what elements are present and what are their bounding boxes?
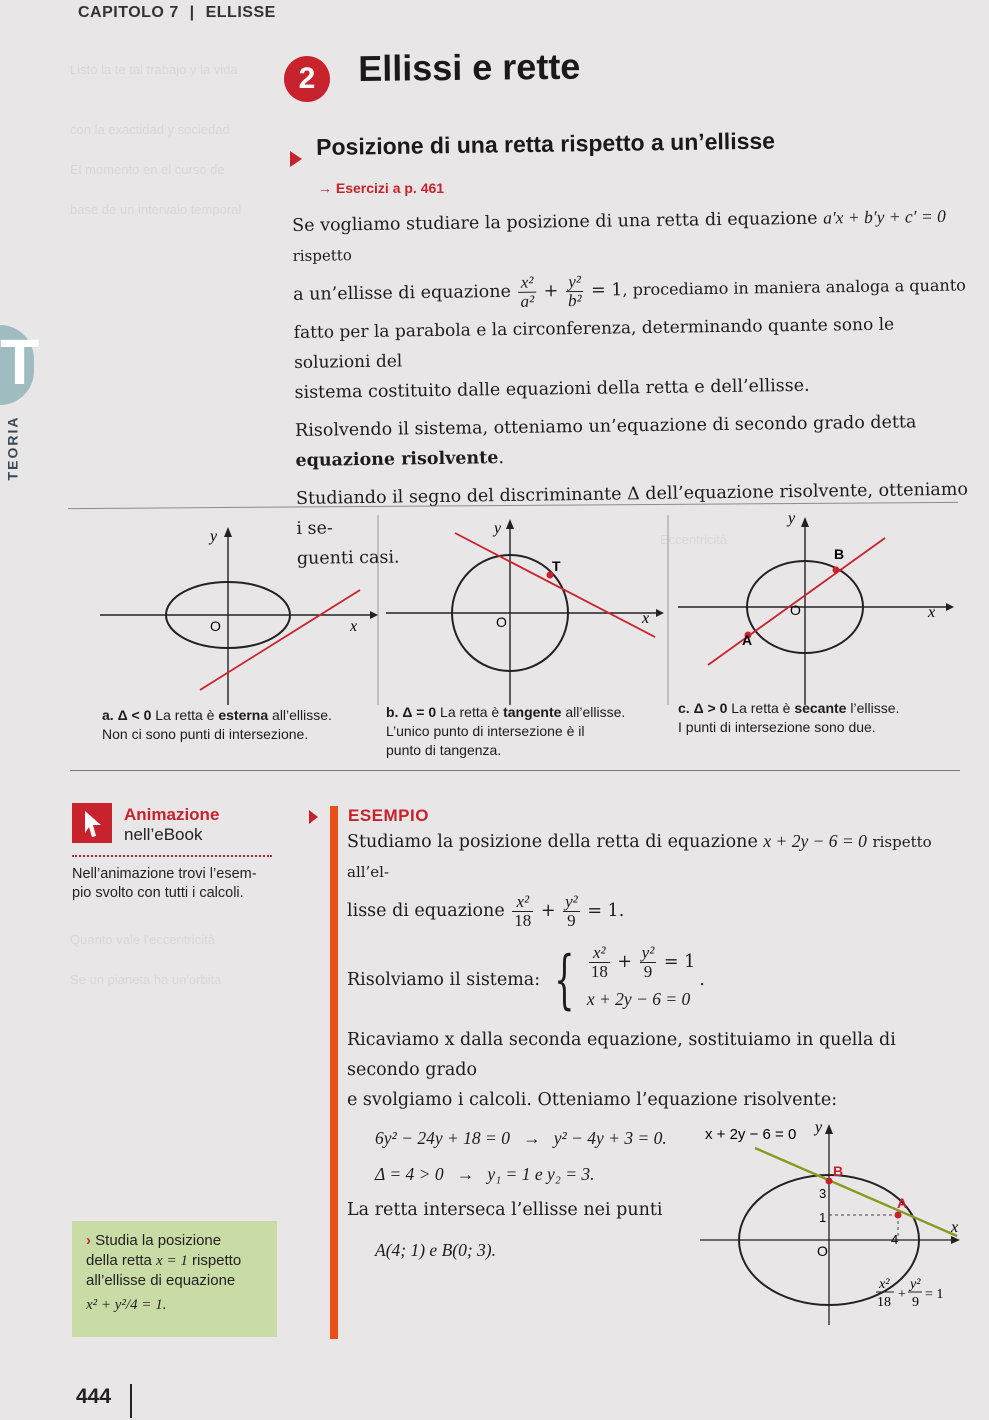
secant-line bbox=[755, 1148, 957, 1236]
caption-key: a. bbox=[102, 707, 114, 723]
frac-den: 9 bbox=[567, 910, 576, 930]
intro-line-1 bbox=[292, 201, 973, 271]
exercises-link-text: Esercizi a p. 461 bbox=[335, 180, 445, 196]
intro-p2-end: . bbox=[498, 447, 505, 468]
system-equations bbox=[587, 944, 695, 1017]
x-label: x bbox=[350, 618, 358, 635]
exercise-line bbox=[86, 1231, 269, 1251]
frac-den: b² bbox=[567, 290, 582, 310]
system-eq-2: x + 2y − 6 = 0 bbox=[586, 988, 691, 1009]
x-label: x bbox=[642, 610, 650, 627]
side-tab-letter: T bbox=[0, 326, 40, 398]
intersection-points: A(4; 1) e B(0; 3). bbox=[375, 1239, 496, 1260]
intro-p1-a: Se vogliamo studiare la posizione di una retta di equazione bbox=[292, 208, 818, 236]
example-line-1 bbox=[347, 826, 967, 887]
example-line-eq: x + 2y − 6 = 0 bbox=[763, 831, 867, 851]
ellipse-equation-label bbox=[876, 1277, 943, 1310]
intro-line-7: guenti casi. bbox=[296, 547, 400, 569]
caption-text: La retta è bbox=[731, 700, 791, 716]
frac-num: y² bbox=[910, 1277, 921, 1292]
y-arrow-icon bbox=[506, 519, 514, 529]
plus-sign: + bbox=[543, 281, 559, 302]
line-equation-label: x + 2y − 6 = 0 bbox=[705, 1126, 797, 1143]
frac-den: 18 bbox=[514, 910, 532, 930]
line-equation: a′x + b′y + c′ = 0 bbox=[823, 205, 946, 228]
fraction-y-9 bbox=[563, 893, 580, 930]
caption-text: La retta è bbox=[155, 707, 215, 723]
frac-num: y² bbox=[641, 942, 655, 962]
frac-den: 9 bbox=[643, 961, 653, 981]
frac-den: 18 bbox=[590, 961, 608, 981]
plus-sign: + bbox=[540, 900, 556, 921]
caption-text: l’ellisse. bbox=[850, 700, 900, 716]
subsection-bullet bbox=[290, 151, 302, 167]
exercise-line: all’ellisse di equazione bbox=[86, 1272, 236, 1289]
intro-line-4: sistema costituito dalle equazioni della retta e dell’ellisse. bbox=[294, 375, 810, 403]
caption-cond: Δ < 0 bbox=[117, 707, 152, 723]
animation-subtitle: nell’eBook bbox=[124, 825, 203, 844]
x-arrow-icon bbox=[951, 1236, 960, 1244]
y-arrow-icon bbox=[825, 1124, 833, 1134]
running-header bbox=[78, 4, 276, 22]
frac-den: 18 bbox=[877, 1295, 891, 1310]
fraction-x-18 bbox=[589, 944, 610, 981]
x-arrow-icon bbox=[946, 603, 954, 611]
point-b-label: B bbox=[833, 1163, 844, 1179]
animation-text-line: pio svolto con tutti i calcoli. bbox=[72, 885, 244, 901]
section-title: Ellissi e rette bbox=[358, 45, 581, 89]
y-label: y bbox=[788, 510, 796, 527]
exercise-text: Studia la posizione bbox=[95, 1232, 222, 1249]
example-graph bbox=[695, 1110, 965, 1330]
caption-text: La retta è bbox=[440, 704, 500, 720]
system-eq-1 bbox=[587, 944, 695, 981]
origin-label: O bbox=[496, 614, 507, 630]
subsection-title: Posizione di una retta rispetto a un’ellisse bbox=[316, 127, 776, 160]
discriminant-line: Δ = 4 > 0 → y₁ = 1 e y₂ = 3. bbox=[375, 1163, 595, 1184]
page-number: 444 bbox=[76, 1385, 112, 1408]
caption-cond: Δ > 0 bbox=[693, 700, 728, 716]
caption-bold: secante bbox=[794, 700, 847, 716]
caption-b bbox=[386, 703, 676, 760]
example-text: rispetto all’el- bbox=[347, 833, 932, 881]
frac-num: y² bbox=[565, 892, 578, 911]
x-label: x bbox=[951, 1219, 959, 1236]
exercise-box bbox=[72, 1221, 277, 1337]
origin-label: O bbox=[790, 602, 801, 618]
exercise-text: rispetto bbox=[192, 1252, 242, 1269]
figures-panel bbox=[70, 505, 960, 710]
frac-num: x² bbox=[879, 1277, 890, 1292]
animation-text bbox=[72, 865, 282, 903]
intro-p2-bold: equazione risolvente bbox=[295, 447, 499, 471]
equals-one: = 1. bbox=[587, 900, 625, 921]
y-label: y bbox=[494, 520, 502, 537]
caption-cond: Δ = 0 bbox=[402, 704, 437, 720]
caption-key: c. bbox=[678, 700, 690, 716]
origin-label: O bbox=[817, 1243, 828, 1259]
page-number-rule bbox=[130, 1384, 132, 1418]
figure-a bbox=[100, 527, 378, 705]
side-tab-label: TEORIA bbox=[4, 415, 21, 481]
intro-p1-d: , procediamo in maniera analoga a quanto bbox=[622, 275, 966, 300]
y-arrow-icon bbox=[224, 527, 232, 537]
caption-text: L’unico punto di intersezione è il bbox=[386, 723, 585, 739]
secant-line bbox=[200, 590, 360, 690]
plus-sign: + bbox=[898, 1287, 906, 1302]
example-line-3: Ricaviamo x dalla seconda equazione, sostituiamo in quella di secondo grado bbox=[347, 1029, 896, 1080]
origin-label: O bbox=[210, 618, 221, 634]
frac-den: a² bbox=[520, 291, 535, 311]
x-label: x bbox=[928, 604, 936, 621]
point-t-label: T bbox=[552, 558, 561, 574]
equals-one: = 1 bbox=[590, 280, 623, 301]
frac-num: x² bbox=[589, 944, 610, 963]
example-label: ESEMPIO bbox=[348, 806, 429, 825]
intro-line-5 bbox=[295, 406, 976, 475]
caption-c bbox=[678, 699, 968, 737]
point-b bbox=[826, 1178, 833, 1185]
intro-p2-a: Risolvendo il sistema, otteniamo un’equazione di secondo grado detta bbox=[294, 411, 917, 441]
y-label: y bbox=[210, 528, 218, 545]
exercise-formula: x² + y²/4 = 1. bbox=[86, 1297, 167, 1313]
section-number: 2 bbox=[284, 56, 330, 102]
equals-one: = 1 bbox=[663, 951, 696, 972]
point-b-label: B bbox=[834, 546, 845, 562]
equals-one: = 1 bbox=[925, 1287, 944, 1302]
fraction-x-18 bbox=[512, 893, 533, 930]
x-arrow-icon bbox=[370, 611, 378, 619]
arrow-bullet-icon: › bbox=[86, 1232, 96, 1249]
caption-bold: esterna bbox=[218, 707, 269, 723]
point-a-label: A bbox=[742, 632, 753, 648]
system-end: . bbox=[699, 970, 705, 991]
intro-line-6: Studiando il segno del discriminante Δ dell’equazione risolvente, otteniamo i se- bbox=[295, 479, 969, 539]
example-text: lisse di equazione bbox=[347, 900, 505, 921]
intro-line-2 bbox=[293, 267, 973, 313]
figure-b bbox=[386, 519, 664, 705]
y-label: y bbox=[815, 1119, 823, 1136]
example-arrow-icon bbox=[309, 810, 318, 824]
point-a bbox=[895, 1212, 902, 1219]
animation-title: Animazione bbox=[124, 805, 220, 824]
resolvent-equation: 6y² − 24y + 18 = 0 → y² − 4y + 3 = 0. bbox=[375, 1127, 667, 1148]
caption-a bbox=[102, 706, 382, 744]
exercise-line bbox=[86, 1251, 269, 1271]
intro-p1-b: rispetto bbox=[292, 246, 352, 265]
exercise-text: della retta bbox=[86, 1252, 152, 1269]
intro-line-3: fatto per la parabola e la circonferenza, determinando quante sono le soluzioni del bbox=[293, 314, 895, 373]
caption-text: Non ci sono punti di intersezione. bbox=[102, 726, 309, 742]
example-line-4: e svolgiamo i calcoli. Otteniamo l’equazione risolvente: bbox=[347, 1089, 838, 1110]
example-line-2 bbox=[347, 893, 967, 930]
caption-bold: tangente bbox=[503, 704, 562, 720]
fraction-x-a bbox=[518, 274, 536, 311]
tick-1-label: 1 bbox=[819, 1210, 827, 1225]
caption-text: punto di tangenza. bbox=[386, 742, 502, 758]
arrow-right-icon: → bbox=[318, 180, 336, 196]
animation-text-line: Nell’animazione trovi l’esem- bbox=[72, 866, 257, 882]
intro-p1-c: a un’ellisse di equazione bbox=[293, 281, 512, 305]
brace-icon: { bbox=[554, 943, 575, 1018]
tangent-line bbox=[455, 533, 655, 637]
system-label: Risolviamo il sistema: bbox=[347, 970, 541, 991]
chapter-label: CAPITOLO 7 bbox=[78, 4, 179, 21]
fraction-y-9 bbox=[640, 944, 657, 981]
point-a-label: A bbox=[897, 1195, 908, 1211]
plus-sign: + bbox=[617, 951, 633, 972]
y-arrow-icon bbox=[801, 517, 809, 527]
caption-key: b. bbox=[386, 704, 399, 720]
exercise-eq: x = 1 bbox=[156, 1253, 188, 1269]
tick-4-label: 4 bbox=[891, 1232, 899, 1247]
header-separator: | bbox=[189, 4, 195, 21]
figure-c bbox=[678, 510, 954, 705]
chapter-topic: ELLISSE bbox=[205, 4, 276, 21]
dotted-rule bbox=[72, 855, 272, 857]
example-text: Studiamo la posizione della retta di equazione bbox=[347, 832, 758, 852]
frac-num: x² bbox=[512, 893, 533, 912]
fraction-y-b bbox=[566, 273, 584, 310]
play-icon[interactable] bbox=[72, 803, 112, 843]
point-b bbox=[833, 567, 840, 574]
example-line-5: La retta interseca l’ellisse nei punti bbox=[347, 1199, 663, 1220]
exercises-link[interactable] bbox=[318, 180, 444, 196]
caption-text: all’ellisse. bbox=[565, 704, 626, 720]
frac-num: y² bbox=[566, 273, 584, 292]
system-line bbox=[347, 944, 967, 1017]
caption-text: all’ellisse. bbox=[272, 707, 332, 723]
x-arrow-icon bbox=[656, 609, 664, 617]
caption-text: I punti di intersezione sono due. bbox=[678, 719, 876, 735]
example-bar bbox=[330, 806, 338, 1339]
frac-den: 9 bbox=[912, 1295, 919, 1310]
tick-3-label: 3 bbox=[819, 1186, 827, 1201]
frac-num: x² bbox=[518, 274, 536, 293]
divider-mid bbox=[70, 770, 960, 771]
